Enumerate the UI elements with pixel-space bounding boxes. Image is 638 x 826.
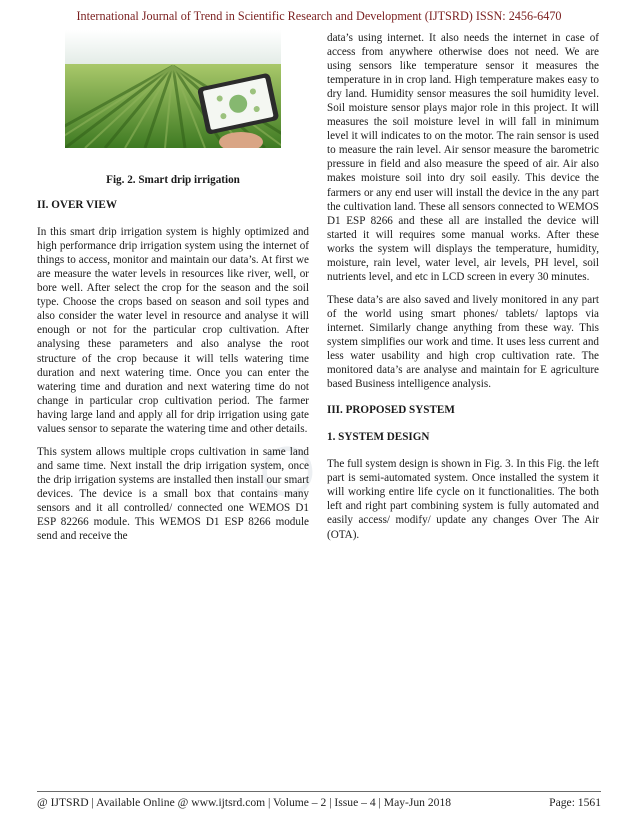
paragraph: This system allows multiple crops cultivation in same land and same time. Next install the drip irrigation system, once the drip irrigation systems are installed then install our smart devices. The device is a small box that contains many sensors and it all controlled/ connected one WEMOS D1 ESP 82266 module. This WEMOS D1 ESP 8266 module send and receive the [37, 445, 309, 543]
paragraph: data’s using internet. It also needs the internet in case of access from anywhere otherwise does not need. We are using sensors like temperature sensor it measures the temperature in in crop land. High temperature makes easy to dry land. Humidity sensor measures the soil humidity level. Soil moisture sensor plays major role in this project. It will measures the soil moisture level in will fall in minimum level it will indicates to on the motor. The rain sensor is used to measure the rain level. Air sensor measure the barometric pressure in field and also measure the speed of air. Air also makes moisture soil into dry soil easily. This device the farmers or any end user will install the device in the any part the cultivation land. These all sensors connected to WEMOS D1 ESP 8266 and these all are installed the device will started it will requires some manual works. After these works the system will displays the temperature, humidity, moisture, rain level, water level, air levels, PH level, soil nutrients level, and etc in LCD screen in every 30 minutes. [327, 32, 599, 283]
field-tablet-illustration [65, 30, 281, 148]
section-heading-proposed-system: III. PROPOSED SYSTEM [327, 404, 455, 417]
figure-caption: Fig. 2. Smart drip irrigation [106, 174, 240, 186]
footer-info: @ IJTSRD | Available Online @ www.ijtsrd.com | Volume – 2 | Issue – 4 | May-Jun 2018 [37, 796, 452, 809]
figure-image [65, 30, 281, 148]
footer-rule [37, 791, 601, 792]
paragraph: The full system design is shown in Fig. 3. In this Fig. the left part is semi-automated system. Once installed the system it will working entire life cycle on it functionalities. The both left and right part combining system is fully automated and easily access/ modify/ update any changes Over The Air (OTA). [327, 458, 599, 541]
paragraph: In this smart drip irrigation system is highly optimized and high performance drip irrigation system using the internet of things to access, monitor and maintain our data’s. At first we are measure the water levels in resources like river, well, or bore well. After select the crop for the season and the soil type. Choose the crops based on season and soil types and also consider the water level in resource and analyse it will enough or not for the particular crop cultivation. After analysing these parameters and also analyse the root structure of the crop because it will tells watering time duration and next watering time. Once you can enter the watering time and duration and next watering time do not change in particular crop cultivation period. The farmer having large land and apply all for drip irrigation using gate values sensor to separate the watering time and other details. [37, 226, 309, 435]
paragraph: These data’s are also saved and lively monitored in any part of the world using smart phones/ tablets/ laptops via internet. Similarly change anything from these way. This system simplifies our work and time. It uses less current and less water usability and high crop cultivation rate. The monitored data’s are analyse and maintain for E agriculture based Business intelligence analysis. [327, 293, 599, 391]
page-footer [37, 796, 601, 809]
right-column [327, 31, 599, 551]
journal-header: International Journal of Trend in Scientific Research and Development (IJTSRD) ISSN: 2456-6470 [76, 9, 562, 23]
left-column [37, 30, 309, 552]
subsection-heading-system-design: 1. SYSTEM DESIGN [327, 431, 430, 444]
page-number: Page: 1561 [549, 796, 601, 809]
watermark: ◯ [256, 438, 318, 499]
section-heading-overview: II. OVER VIEW [37, 199, 117, 212]
